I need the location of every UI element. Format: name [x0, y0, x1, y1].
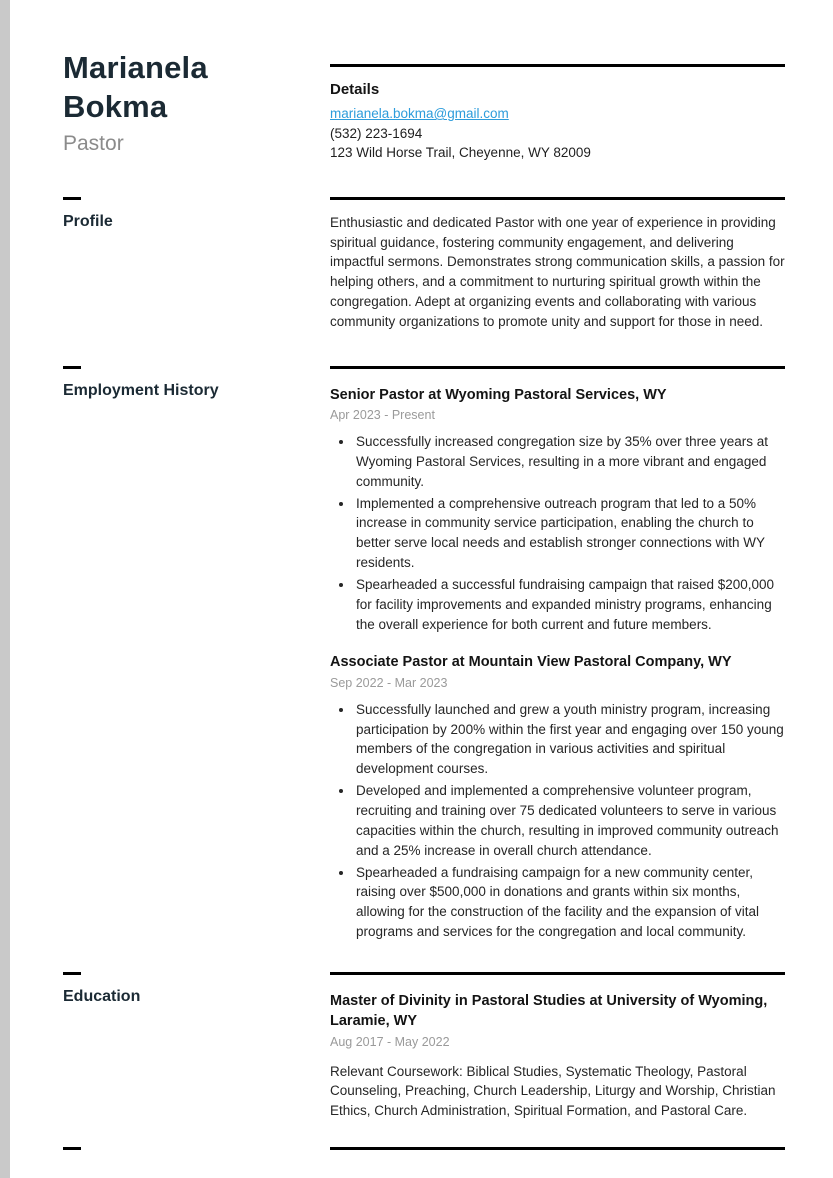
job-bullet: • Developed and implemented a comprehensive volunteer program, recruiting and training over 75 dedicated volunteers to serve in various capacities within the church, resulting in improved community outreach and a 25% increase in overall church attendance.	[354, 781, 785, 860]
employment-content	[330, 366, 785, 944]
details-heading: Details	[330, 81, 380, 98]
employment-section	[63, 366, 785, 944]
details-section	[330, 64, 785, 163]
employment-divider-rule	[330, 366, 785, 369]
education-divider-rule	[330, 972, 785, 975]
degree-title: Master of Divinity in Pastoral Studies at University of Wyoming, Laramie, WY	[330, 992, 768, 1030]
employment-label-block	[63, 366, 330, 944]
job-bullet: • Successfully launched and grew a youth ministry program, increasing participation by 200% within the first year and engaging over 150 young members of the congregation in various activities and spiritual development courses.	[354, 700, 785, 779]
next-section-label-block	[63, 1147, 330, 1150]
job-bullet: • Spearheaded a fundraising campaign for a new community center, raising over $500,000 in donations and grants within six months, allowing for the construction of the facility and the expansion of vital programs and services for the congregation and local community.	[354, 863, 785, 942]
email-link[interactable]: marianela.bokma@gmail.com	[330, 106, 509, 121]
education-section	[63, 972, 785, 1121]
candidate-name	[63, 48, 300, 127]
job-bullet-list	[330, 700, 785, 942]
name-line-1: Marianela	[63, 50, 208, 85]
address-line: 123 Wild Horse Trail, Cheyenne, WY 82009	[330, 145, 591, 161]
job-dates: Sep 2022 - Mar 2023	[330, 675, 448, 690]
education-dates: Aug 2017 - May 2022	[330, 1034, 450, 1049]
candidate-job-title: Pastor	[63, 131, 124, 155]
header-section	[63, 48, 785, 163]
phone-number: (532) 223-1694	[330, 125, 423, 141]
profile-section-label: Profile	[63, 212, 113, 230]
job-bullet: • Successfully increased congregation size by 35% over three years at Wyoming Pastoral Services, resulting in a more vibrant and engaged community.	[354, 432, 785, 492]
job-entry	[330, 385, 785, 635]
job-bullet: • Spearheaded a successful fundraising campaign that raised $200,000 for facility improvements and expanded ministry programs, enhancing the overall experience for both current and future members.	[354, 575, 785, 635]
profile-label-block	[63, 197, 330, 332]
next-section-dash	[63, 1147, 81, 1150]
profile-section	[63, 197, 785, 332]
profile-content	[330, 197, 785, 332]
education-section-dash	[63, 972, 81, 975]
job-title: Associate Pastor at Mountain View Pastoral Company, WY	[330, 654, 732, 671]
job-bullet: • Implemented a comprehensive outreach program that led to a 50% increase in community service participation, enabling the church to better serve local needs and establish stronger connections with WY residents.	[354, 494, 785, 573]
next-section-content	[330, 1147, 785, 1150]
next-section-divider-rule	[330, 1147, 785, 1150]
education-entry	[330, 991, 785, 1121]
profile-divider-rule	[330, 197, 785, 200]
profile-text: Enthusiastic and dedicated Pastor with one year of experience in providing spiritual guidance, fostering community engagement, and delivering impactful sermons. Demonstrates strong communication skills, a passion for helping others, and a commitment to nurturing spiritual growth within the congregation. Adept at organizing events and collaborating with various community organizations to promote unity and support for those in need.	[330, 214, 785, 329]
job-entry	[330, 652, 785, 941]
education-content	[330, 972, 785, 1121]
details-divider-rule	[330, 64, 785, 67]
next-section-partial	[63, 1147, 785, 1150]
employment-section-dash	[63, 366, 81, 369]
education-coursework: Relevant Coursework: Biblical Studies, Systematic Theology, Pastoral Counseling, Preaching, Church Leadership, Liturgy and Worship, Christian Ethics, Church Administration, Spiritual Formation, and Pastoral Care.	[330, 1063, 776, 1119]
job-dates: Apr 2023 - Present	[330, 408, 435, 423]
education-section-label: Education	[63, 987, 141, 1005]
page-edge-strip	[0, 0, 10, 1178]
job-bullet-list	[330, 432, 785, 634]
employment-section-label: Employment History	[63, 381, 219, 399]
name-line-2: Bokma	[63, 89, 168, 125]
header-left	[63, 48, 330, 163]
education-label-block	[63, 972, 330, 1121]
job-title: Senior Pastor at Wyoming Pastoral Services, WY	[330, 386, 667, 403]
profile-section-dash	[63, 197, 81, 200]
